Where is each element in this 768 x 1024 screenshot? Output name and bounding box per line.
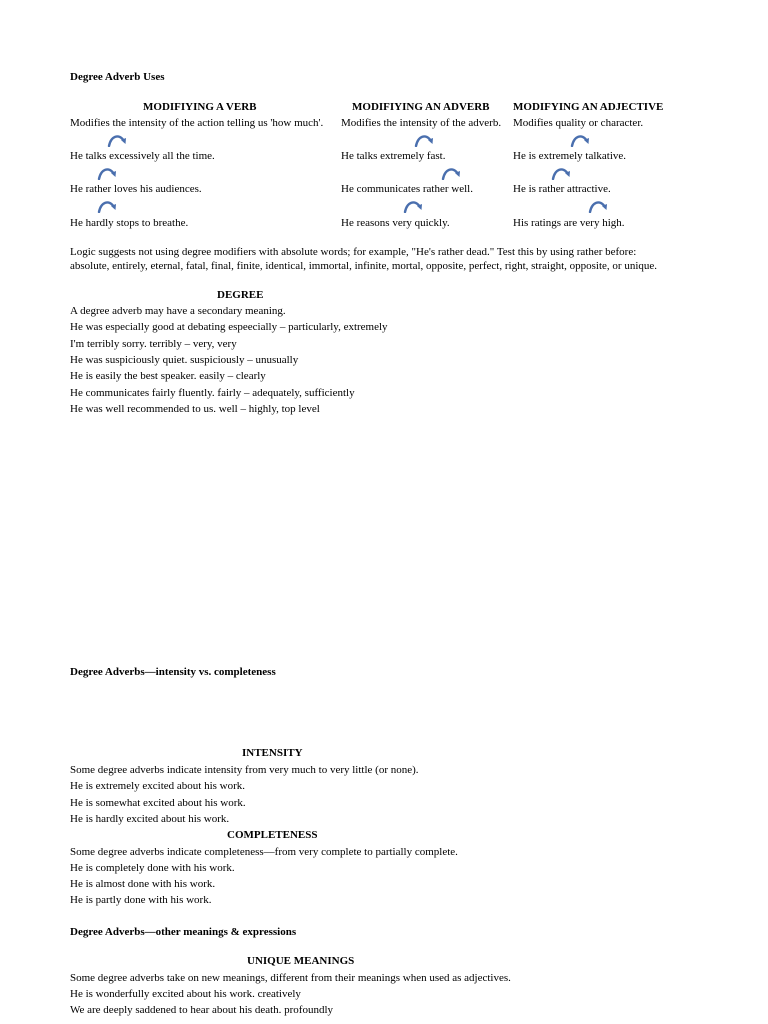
- curved-arrow-icon: [96, 166, 118, 180]
- degree-line: He was suspiciously quiet. suspiciously – unusually: [70, 354, 299, 366]
- curved-arrow-icon: [402, 199, 424, 213]
- adjective-example-3: His ratings are very high.: [513, 217, 625, 229]
- logic-note-line-2: absolute, entirely, eternal, fatal, final, finite, identical, immortal, infinite, mortal, opposite, perfect, right, straight, opposite, or unique.: [70, 260, 658, 272]
- degree-line: He was well recommended to us. well – highly, top level: [70, 403, 320, 415]
- column-header-modifying-verb: MODIFIYING A VERB: [143, 101, 257, 113]
- section-heading-other-meanings: Degree Adverbs—other meanings & expressions: [70, 926, 297, 938]
- degree-line: He is easily the best speaker. easily – clearly: [70, 370, 266, 382]
- verb-example-1: He talks excessively all the time.: [70, 150, 215, 162]
- unique-meanings-line: We are deeply saddened to hear about his death. profoundly: [70, 1004, 334, 1016]
- curved-arrow-icon: [569, 133, 591, 147]
- unique-meanings-title: UNIQUE MEANINGS: [247, 955, 355, 967]
- intensity-line: He is somewhat excited about his work.: [70, 797, 246, 809]
- completeness-line: He is almost done with his work.: [70, 878, 216, 890]
- adverb-example-2: He communicates rather well.: [341, 183, 473, 195]
- intensity-line: Some degree adverbs indicate intensity from very much to very little (or none).: [70, 764, 419, 776]
- column-header-modifying-adjective: MODIFYING AN ADJECTIVE: [513, 101, 664, 113]
- column-header-modifying-adverb: MODIFIYING AN ADVERB: [352, 101, 490, 113]
- unique-meanings-line: He is wonderfully excited about his work. creatively: [70, 988, 301, 1000]
- curved-arrow-icon: [440, 166, 462, 180]
- completeness-line: He is partly done with his work.: [70, 894, 212, 906]
- degree-line: I'm terribly sorry. terribly – very, very: [70, 338, 237, 350]
- unique-meanings-line: Some degree adverbs take on new meanings, different from their meanings when used as adjectives.: [70, 972, 511, 984]
- completeness-line: Some degree adverbs indicate completeness—from very complete to partially complete.: [70, 846, 458, 858]
- section-heading-degree-adverb-uses: Degree Adverb Uses: [70, 71, 165, 83]
- curved-arrow-icon: [106, 133, 128, 147]
- degree-line: He was especially good at debating espeecially – particularly, extremely: [70, 321, 388, 333]
- verb-example-3: He hardly stops to breathe.: [70, 217, 189, 229]
- degree-title: DEGREE: [217, 289, 264, 301]
- curved-arrow-icon: [587, 199, 609, 213]
- curved-arrow-icon: [96, 199, 118, 213]
- adjective-example-1: He is extremely talkative.: [513, 150, 627, 162]
- completeness-line: He is completely done with his work.: [70, 862, 235, 874]
- adverb-description: Modifies the intensity of the adverb.: [341, 117, 502, 129]
- degree-line: He communicates fairly fluently. fairly – adequately, sufficiently: [70, 387, 355, 399]
- adverb-example-3: He reasons very quickly.: [341, 217, 450, 229]
- intensity-title: INTENSITY: [242, 747, 303, 759]
- intensity-line: He is hardly excited about his work.: [70, 813, 230, 825]
- degree-line: A degree adverb may have a secondary meaning.: [70, 305, 286, 317]
- verb-example-2: He rather loves his audiences.: [70, 183, 202, 195]
- adverb-example-1: He talks extremely fast.: [341, 150, 446, 162]
- logic-note-line-1: Logic suggests not using degree modifiers with absolute words; for example, "He's rather dead." Test this by using rather before:: [70, 246, 637, 258]
- curved-arrow-icon: [413, 133, 435, 147]
- curved-arrow-icon: [550, 166, 572, 180]
- adjective-description: Modifies quality or character.: [513, 117, 644, 129]
- adjective-example-2: He is rather attractive.: [513, 183, 611, 195]
- completeness-title: COMPLETENESS: [227, 829, 318, 841]
- intensity-line: He is extremely excited about his work.: [70, 780, 246, 792]
- section-heading-intensity-vs-completeness: Degree Adverbs—intensity vs. completeness: [70, 666, 276, 678]
- verb-description: Modifies the intensity of the action telling us 'how much'.: [70, 117, 324, 129]
